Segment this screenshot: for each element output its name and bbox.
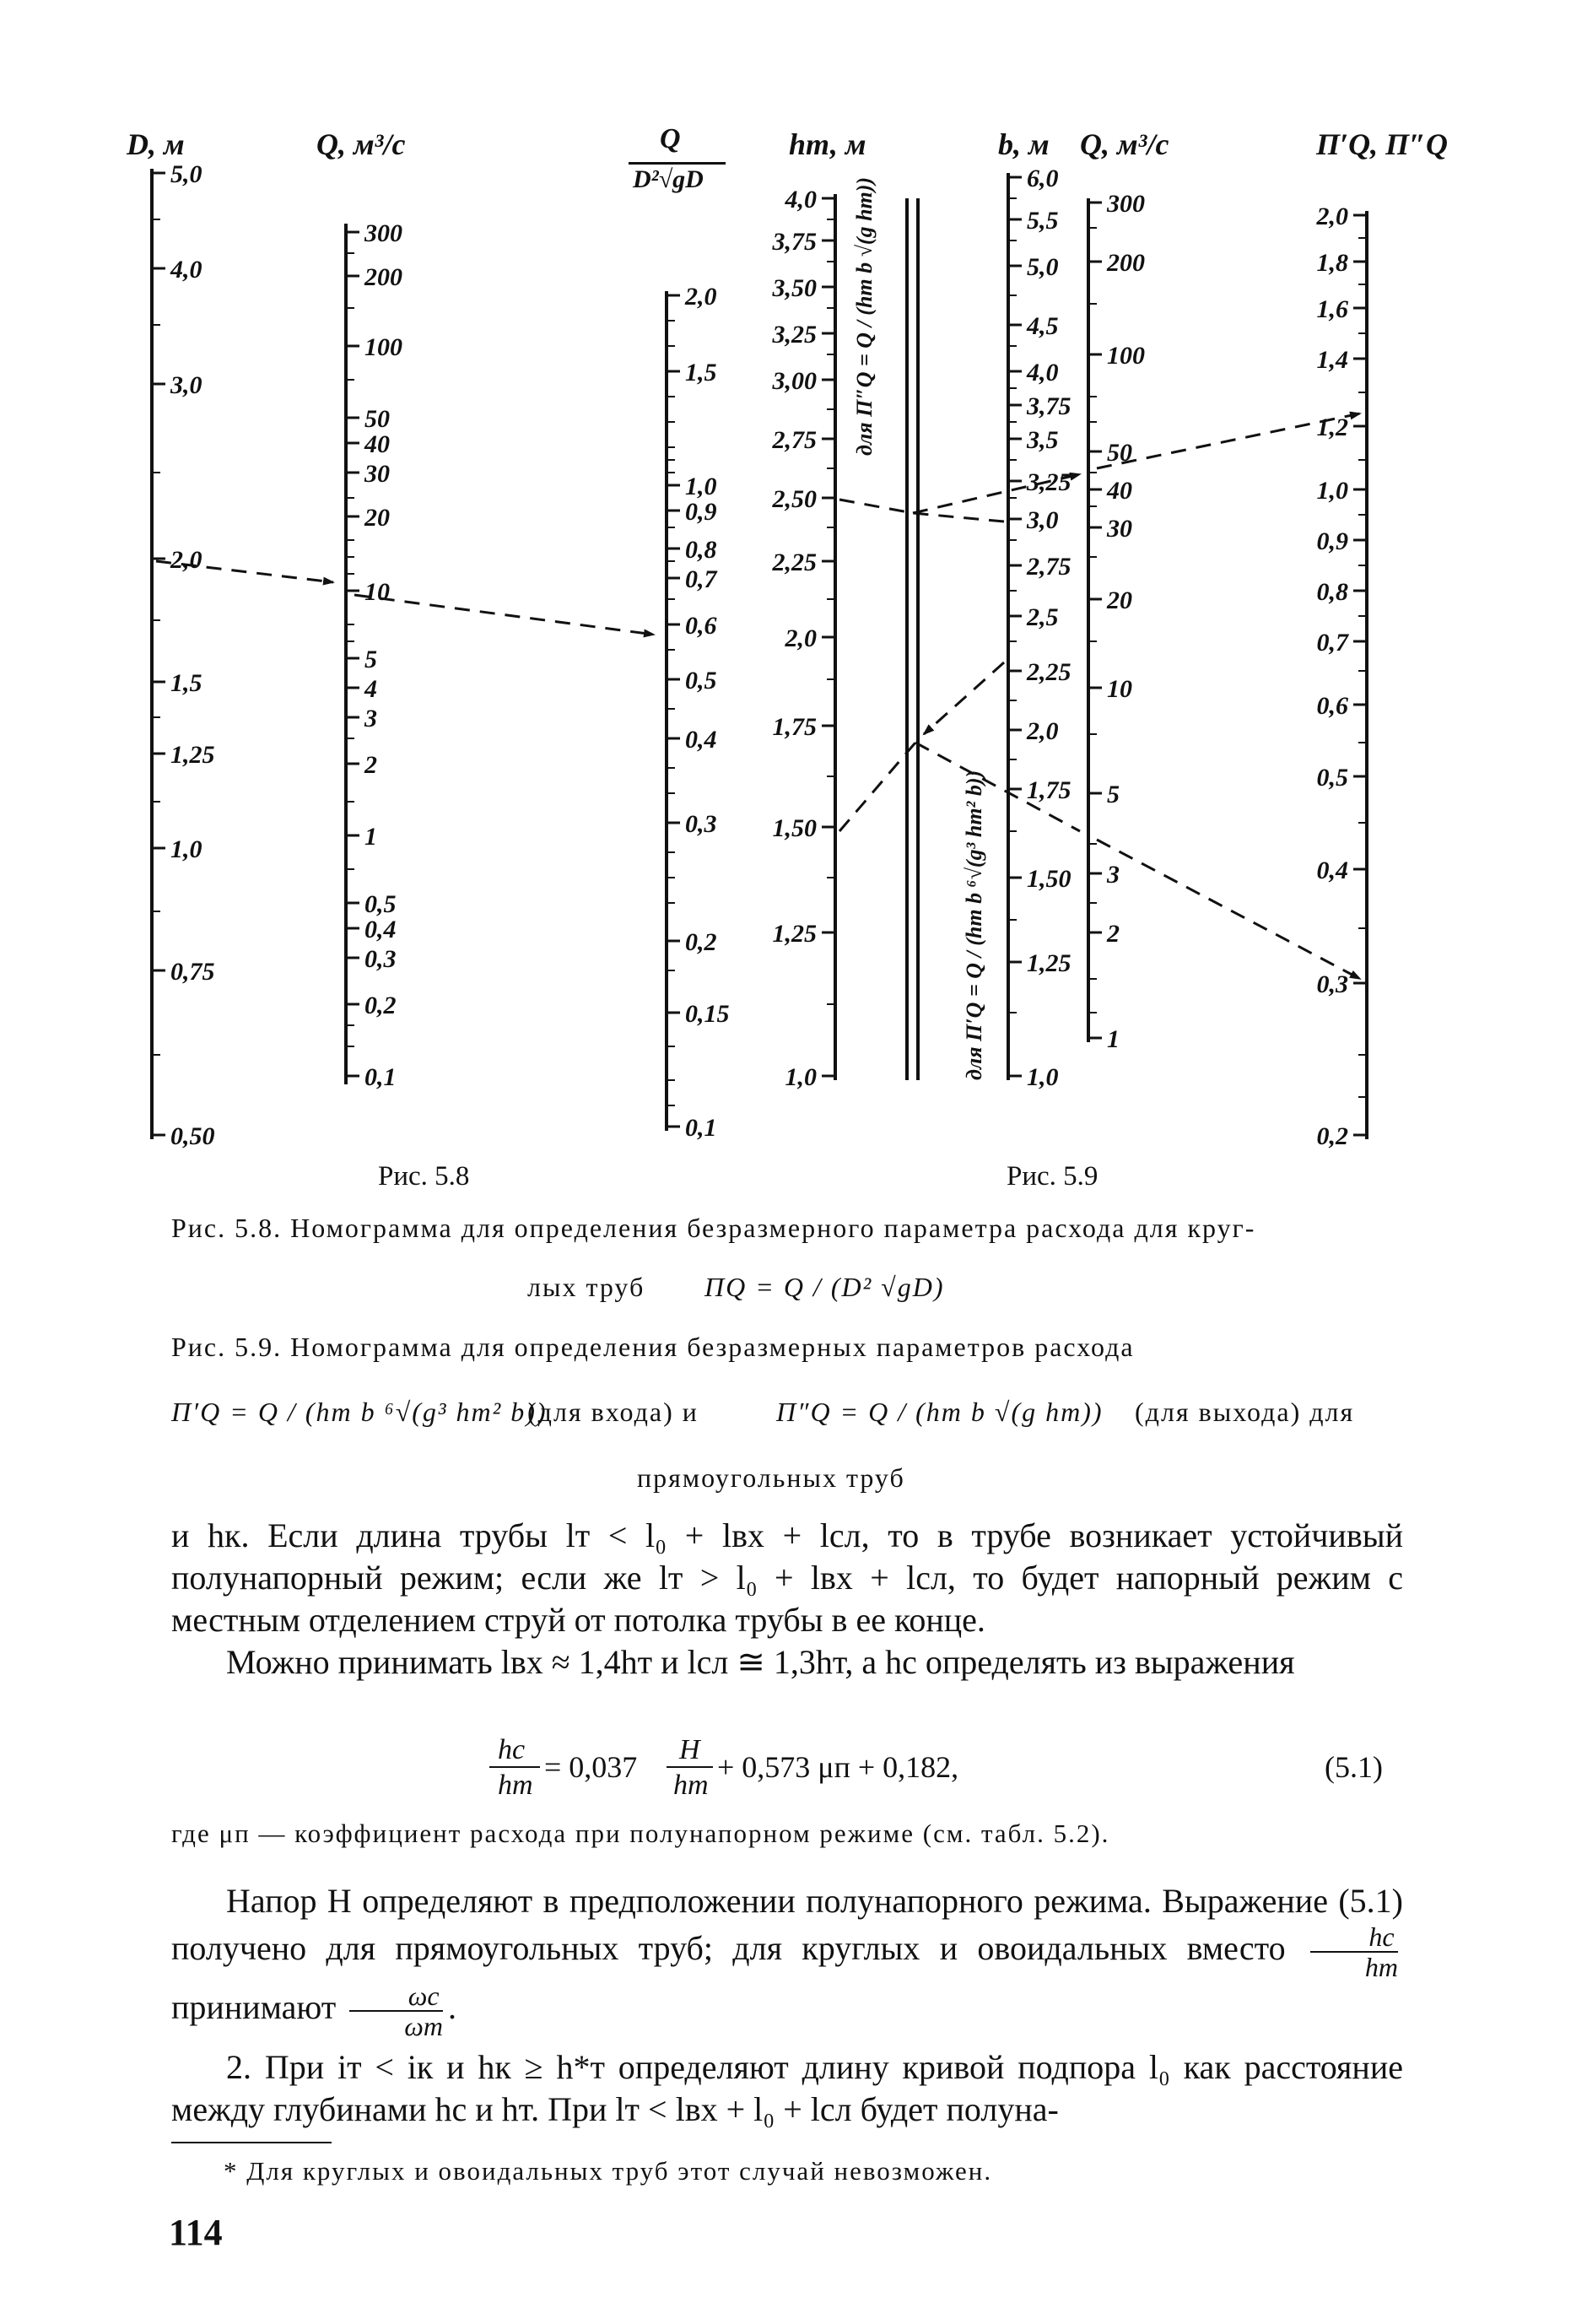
paragraph-4-end: . [447,1988,456,2027]
guide-line-ht-to-index [839,500,913,513]
scale-pq-tick-label: 1,0 [685,473,717,500]
scale-pq-tick-label: 0,3 [685,810,717,838]
scale-ht-tick-label: 1,25 [772,920,817,948]
scale-b-tick-label: 2,75 [1027,553,1071,581]
scale-q-tick-label: 5 [364,646,377,673]
frac-omega-num: ωс [349,1981,443,2012]
scale-b-tick-label: 1,75 [1027,776,1071,804]
scale-b-tick-label: 3,0 [1027,506,1059,534]
paragraph-4-text: Напор H определяют в предположении полунапорного режима. Выражение (5.1) получено для прямоугольных труб; для круглых и овоидальных вместо [171,1882,1403,1968]
frac-hc-ht [1310,1922,1398,1981]
axis-title-pq-bar [629,162,726,165]
scale-ht-tick-label: 2,50 [772,485,817,513]
axis-title-pq-num: Q [660,123,681,154]
scale-pq-tick-label: 0,6 [685,612,717,640]
scale-q-tick-label: 3 [364,705,377,732]
scale-q-tick-label: 0,3 [364,945,397,973]
scale-ht-tick-label: 4,0 [785,186,817,213]
scale-ht-tick-label: 3,50 [772,274,817,302]
scale-ht-tick-label: 1,75 [772,713,817,741]
caption-5-9-inlet-note: (для входа) и [527,1397,699,1427]
axis-title-b: b, м [998,127,1050,161]
scale-ht-tick-label: 2,25 [772,549,817,576]
scale-pq2-tick-label: 0,9 [1316,527,1348,555]
eq-frac-bar [667,1766,713,1768]
frac-hc-num: hс [1310,1922,1398,1953]
scale-pq-tick-label: 0,4 [685,726,717,754]
eq-lhs-bar [489,1766,540,1768]
scale-pq-tick-label: 0,8 [685,536,717,564]
scale-pq-tick-label: 1,5 [685,359,717,386]
note-inlet-formula: для П′Q = Q / (hт b ⁶√(g³ hт² b)) [962,770,986,1080]
scale-q-tick-label: 1 [364,823,377,851]
scale-pq [667,283,730,1142]
scale-pq-tick-label: 0,15 [685,1000,730,1028]
scale-pq2-tick-label: 1,0 [1316,477,1348,505]
scale-b-tick-label: 2,0 [1027,717,1059,745]
axis-title-q2: Q, м³/с [1080,127,1169,161]
scale-pq-tick-label: 0,5 [685,667,717,694]
caption-5-9-line1: Рис. 5.9. Номограмма для определения безразмерных параметров расхода [171,1332,1135,1362]
equation-5-1 [472,1734,1401,1819]
eq-frac-denominator: hт [673,1770,709,1801]
figure-label-5-8: Рис. 5.8 [378,1161,470,1192]
scale-q-tick-label: 200 [364,263,402,291]
axis-title-d: D, м [127,127,185,161]
scale-d [152,160,215,1150]
caption-5-9-line3: прямоугольных труб [637,1462,905,1493]
scale-pq2-tick-label: 0,2 [1316,1122,1348,1150]
scale-b-tick-label: 2,25 [1027,658,1071,686]
scale-b-tick-label: 1,0 [1027,1063,1059,1091]
scale-b-tick-label: 4,5 [1027,312,1059,340]
scale-q-tick-label: 0,1 [364,1063,397,1091]
eq-frac-numerator: H [679,1734,700,1765]
frac-omega [349,1981,443,2040]
scale-q2-tick-label: 30 [1107,515,1132,543]
scale-pq2 [1316,203,1368,1150]
scale-pq2-tick-label: 1,2 [1316,413,1348,441]
scale-q2-tick-label: 1 [1107,1025,1120,1053]
scale-pq2-tick-label: 0,8 [1316,578,1348,606]
scale-d-tick-label: 1,0 [170,835,202,863]
scale-pq2-tick-label: 0,4 [1316,857,1348,884]
scale-pq2-tick-label: 1,6 [1316,295,1348,323]
scale-b-tick-label: 4,0 [1027,359,1059,386]
scale-q-tick-label: 0,5 [364,890,397,918]
footnote-rule [171,2142,332,2143]
scale-ht-tick-label: 1,0 [785,1063,817,1091]
scale-pq2-tick-label: 1,8 [1316,249,1348,277]
scale-ht [772,186,836,1091]
scale-q2-tick-label: 200 [1107,249,1145,277]
scale-q [346,219,402,1091]
scale-q-tick-label: 300 [364,219,402,247]
scale-b [1008,165,1071,1091]
caption-5-8-line2: лых труб [527,1272,645,1302]
scale-q2 [1088,190,1145,1053]
scale-q-tick-label: 30 [364,460,390,488]
scale-pq-tick-label: 0,2 [685,928,717,956]
footnote: * Для круглых и овоидальных труб этот случай невозможен. [224,2156,993,2186]
scale-pq2-tick-label: 1,4 [1316,346,1348,374]
scale-q2-tick-label: 20 [1107,586,1132,614]
scale-q-tick-label: 10 [364,578,390,606]
scale-b-tick-label: 3,25 [1027,468,1071,496]
scale-ht-tick-label: 3,25 [772,321,817,349]
paragraph-5: 2. При iт < iк и hк ≥ h*т определяют длину кривой подпора l₀ как расстояние между глубинами hс и hт. При lт < lвх + l₀ + lсл будет полуна- [171,2048,1403,2128]
paragraph-2: Можно принимать lвх ≈ 1,4hт и lсл ≅ 1,3hт, а hс определять из выражения [226,1643,1295,1681]
scale-b-tick-label: 2,5 [1027,603,1059,631]
axis-title-pq-den: D²√gD [633,165,704,193]
frac-hc-den: hт [1364,1952,1399,1982]
scale-pq2-tick-label: 0,5 [1316,764,1348,792]
scale-q2-tick-label: 40 [1107,477,1132,505]
scale-q-tick-label: 0,4 [364,916,397,943]
figure-label-5-9: Рис. 5.9 [1007,1161,1098,1192]
scale-q2-tick-label: 300 [1107,190,1145,218]
scale-b-tick-label: 5,5 [1027,207,1059,235]
scale-q-tick-label: 4 [364,675,377,703]
scale-pq2-tick-label: 0,6 [1316,692,1348,720]
guide-line-q-to-pq [354,595,654,635]
scale-pq-tick-label: 2,0 [685,283,717,311]
caption-5-9-outlet-note: (для выхода) для [1135,1397,1355,1427]
scale-b-tick-label: 3,75 [1027,392,1071,420]
scale-b-tick-label: 5,0 [1027,253,1059,281]
figure-5-8-nomogram [152,160,730,1150]
scale-d-tick-label: 4,0 [170,256,202,284]
scale-b-tick-label: 1,50 [1027,865,1071,893]
scale-pq-tick-label: 0,1 [685,1114,717,1142]
scale-ht-tick-label: 2,0 [785,624,817,652]
scale-d-tick-label: 5,0 [170,160,202,188]
scale-ht-tick-label: 3,00 [772,367,817,395]
paragraph-4-mid: принимают [171,1988,337,2027]
caption-5-9-formula-inlet: П′Q = Q / (hт b ⁶√(g³ hт² b)) [171,1397,548,1427]
axis-title-q: Q, м³/с [316,127,406,161]
frac-omega-den: ωт [404,2011,443,2041]
note-outlet-formula: для П″Q = Q / (hт b √(g hт)) [852,176,877,456]
scale-ht-tick-label: 2,75 [772,426,817,454]
caption-5-8-formula: ПQ = Q / (D² √gD) [704,1272,945,1302]
scale-pq2-tick-label: 0,3 [1316,970,1348,998]
scale-q2-tick-label: 3 [1107,861,1120,889]
caption-5-8-line1: Рис. 5.8. Номограмма для определения безразмерного параметра расхода для круг- [171,1213,1256,1243]
scale-q2-tick-label: 50 [1107,439,1132,467]
scale-q-tick-label: 20 [364,504,390,532]
guide-line-ht-to-index2 [839,743,915,831]
eq-tail: + 0,573 μп + 0,182, [717,1750,959,1784]
scale-d-tick-label: 0,75 [170,958,215,986]
scale-q-tick-label: 0,2 [364,992,397,1019]
guide-line-b-to-index2 [924,662,1004,734]
scale-q-tick-label: 50 [364,405,390,433]
eq-lhs-numerator: hс [498,1734,526,1765]
caption-5-9-formula-outlet: П″Q = Q / (hт b √(g hт)) [776,1397,1104,1427]
eq-lhs-denominator: hт [498,1770,533,1801]
scale-q2-tick-label: 5 [1107,781,1120,808]
scale-b-tick-label: 6,0 [1027,165,1059,192]
scale-ht-tick-label: 3,75 [772,228,817,256]
scale-q2-tick-label: 10 [1107,675,1132,703]
paragraph-1: и hк. Если длина трубы lт < l₀ + lвх + lсл, то в трубе возникает устойчивый полунапорный режим; если же lт > l₀ + lвх + lсл, то будет напорный режим с местным отделением струй от потолка трубы в ее конце. [171,1516,1403,1639]
eq-number: (5.1) [1325,1750,1383,1784]
scale-d-tick-label: 0,50 [170,1122,215,1150]
scale-q2-tick-label: 100 [1107,342,1145,370]
scale-pq2-tick-label: 0,7 [1316,629,1348,657]
axis-title-ht: hт, м [789,127,866,161]
scale-ht-tick-label: 1,50 [772,814,817,842]
scale-d-tick-label: 1,25 [170,741,215,769]
scale-pq2-tick-label: 2,0 [1316,203,1348,230]
scale-q-tick-label: 40 [364,430,390,458]
scale-pq-tick-label: 0,9 [685,498,717,526]
axis-title-pq2: П′Q, П″Q [1316,127,1449,161]
scale-d-tick-label: 1,5 [170,669,202,697]
scale-b-tick-label: 1,25 [1027,949,1071,977]
page-number: 114 [169,2212,223,2253]
scale-d-tick-label: 3,0 [170,371,202,399]
scale-d-tick-label: 2,0 [170,546,202,574]
scale-q-tick-label: 100 [364,333,402,361]
paragraph-3: где μп — коэффициент расхода при полунапорном режиме (см. табл. 5.2). [171,1819,1110,1848]
scale-pq-tick-label: 0,7 [685,565,717,593]
scale-q-tick-label: 2 [364,751,377,779]
eq-middle: = 0,037 [544,1750,638,1784]
scale-b-tick-label: 3,5 [1027,426,1059,454]
scale-q2-tick-label: 2 [1107,920,1120,948]
paragraph-4 [171,1880,1403,2040]
guide-line-b-to-index [913,513,1004,522]
